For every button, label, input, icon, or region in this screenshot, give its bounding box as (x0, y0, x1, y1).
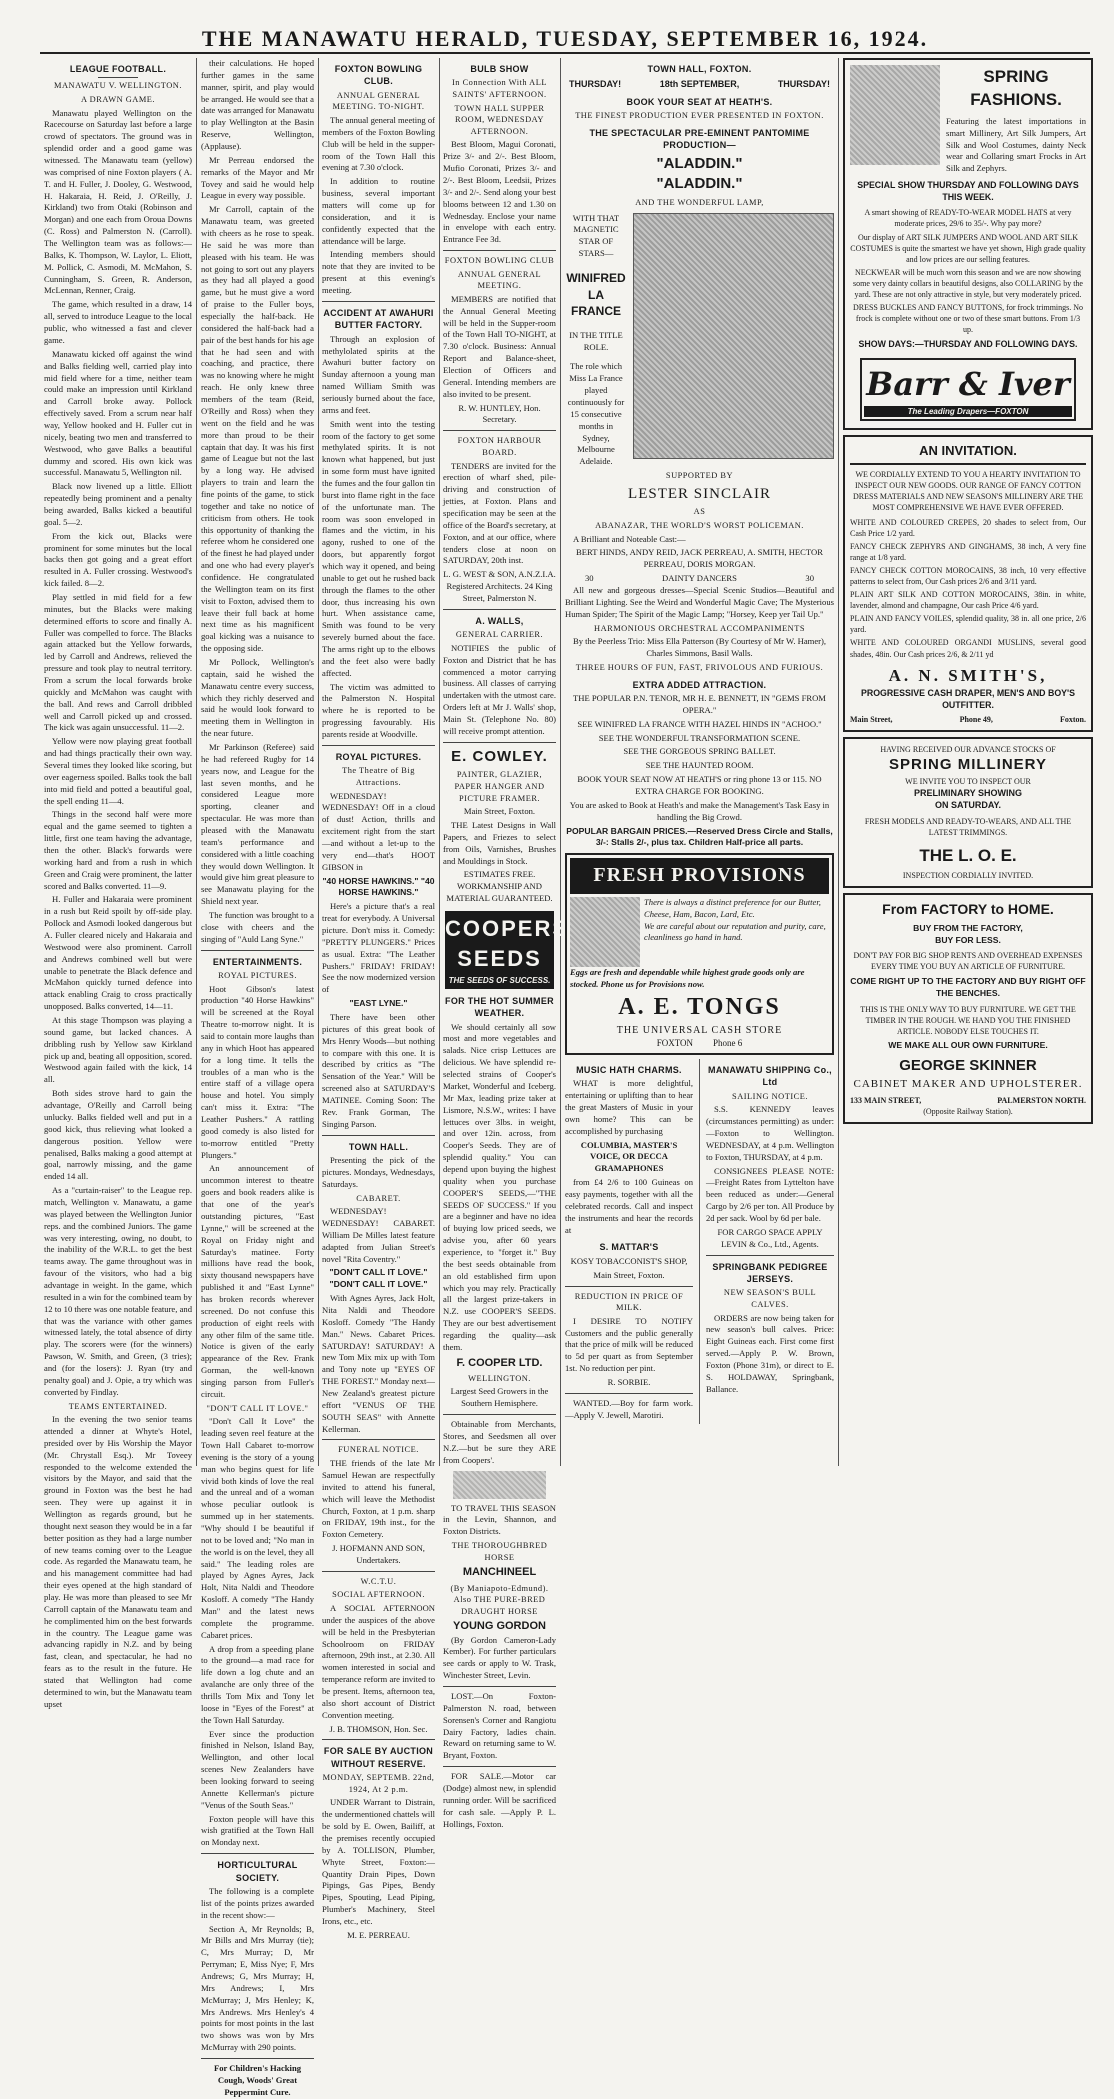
paragraph: SEE THE GORGEOUS SPRING BALLET. (623, 746, 776, 757)
headline: MANAWATU SHIPPING Co., Ltd (708, 1064, 832, 1088)
subhead: NEW SEASON'S BULL CALVES. (723, 1288, 817, 1309)
loe-advert (843, 737, 1093, 888)
advert-banner: FRESH PROVISIONS (570, 858, 829, 894)
divider (443, 742, 556, 743)
subhead: (By Maniapoto-Edmund). Also THE PURE-BRED DRAUGHT HORSE (450, 1583, 549, 1616)
headline: BOOK YOUR SEAT AT HEATH'S. (626, 96, 773, 107)
divider (322, 301, 435, 302)
headline: S. MATTAR'S (599, 1242, 659, 1253)
paragraph: Manawatu kicked off against the wind and Balks fielding well, carried play into mid field where for a time, neither team could make an impression until Kirkland and Carroll broke away. Pollock effectively saved. From a scrum near half way, Yellow hooked and H. Fuller cut in nicely, beating two men and transferred to Westwood, who gave Balks a beautiful dummy and scored. His own kick was successful. Manawatu 5, Wellington nil. (44, 348, 192, 478)
subhead: SUPPORTED BY (665, 471, 734, 481)
caption: We are careful about our reputation and purity, care, cleanliness go hand in hand. (644, 920, 826, 943)
subhead: TOWN HALL SUPPER ROOM, WEDNESDAY AFTERNOON. (454, 103, 545, 136)
advert-body (570, 897, 829, 967)
address: Main Street, Foxton. (463, 806, 536, 817)
subcolumn-left (565, 1059, 693, 1424)
paragraph: Black now livened up a little. Elliott repeatedly being prominent and a penalty being awarded, Balks kicked a beautiful goal. 5—2. (44, 481, 192, 527)
caption: COME RIGHT UP TO THE FACTORY AND BUY RIGHT OFF THE BENCHES. (850, 976, 1086, 999)
caption: ON SATURDAY. (934, 800, 1001, 811)
paragraph: Mr Parkinson (Referee) said he had refereed Rugby for 14 years now, and League for the last seven months, and he considered League more sporting, cleaner and spectacular. He was more than pleased with the Manawatu team's performance and considered with a little coaching they would down Wellington. It would give him great pleasure to see Manawatu playing for the Shield next year. (201, 741, 314, 907)
subhead: A DRAWN GAME. (81, 95, 155, 104)
advertiser-name: E. COWLEY. (451, 747, 548, 765)
subhead: AND THE WONDERFUL LAMP, (635, 198, 764, 207)
subhead: WELLINGTON. (468, 1373, 531, 1383)
phone: Phone 6 (713, 1038, 743, 1049)
star-name: LA (588, 287, 604, 302)
day-label: THURSDAY! (569, 79, 622, 90)
paragraph: PLAIN AND FANCY VOILES, splendid quality, 38 in. all one price, 2/6 yard. (850, 614, 1086, 635)
paragraph: Our display of ART SILK JUMPERS AND WOOL AND ART SILK COSTUMES is quite the smartest we have yet shown, High grade quality and low prices are our selling features. (850, 232, 1086, 264)
paragraph: COLUMBIA, MASTER'S VOICE, OR DECCA GRAMAPHONES (580, 1139, 678, 1174)
subhead: FUNERAL NOTICE. (338, 1445, 419, 1455)
paragraph: In addition to routine business, several important matters will come up for consideration, and it is confidently expected that the attendance will be large. (322, 176, 435, 246)
town: Foxton. (1059, 715, 1086, 725)
paragraph: From the kick out, Blacks were prominent for some minutes but the local backs then got going and a great effort resulted in A. Fuller crossing. Westwood's kick failed. 8—2. (44, 530, 192, 589)
coopers-seeds-logo (445, 911, 570, 989)
paragraph: WHITE AND COLOURED CREPES, 20 shades to select from, Our Cash Price 1/2 yard. (850, 518, 1086, 539)
caption: INSPECTION CORDIALLY INVITED. (902, 871, 1034, 881)
paragraph: Mr Perreau endorsed the remarks of the Mayor and Mr Tovey and said he would help League in every way possible. (201, 154, 314, 201)
paragraph: Smith went into the testing room of the factory to get some methylated spirits. It is not known what happened, but just in some form must have ignited the fumes and the four gallon tin burst into flame right in the face of the unfortunate man. The room was soon enveloped in flames and the victim, in his agony, rushed to one of the doors, but apparently forgot which way it opened, and being unable to get out he rushed back through the flames to the other door, thus increasing his own hurt. When assistance came, Smith was found to be very severely burned about the face. The arms right up to the elbows and the feet also were badly affected. (322, 418, 435, 678)
advert-footer: For Children's Hacking Cough, Woods' Great Peppermint Cure. (213, 2063, 302, 2097)
column-rule (838, 58, 839, 1466)
paragraph: In the evening the two senior teams attended a dinner at Whyte's Hotel, presided over by His Worship the Mayor (Mr. Chrystall Esq.). Mr Toveey responded to the welcome extended the visitors by the Mayor, and said that the ground in Foxton was the best he had seen. They were up against it in Wellington as regards ground, but he thought next season they would be in a far better position as they had a large number of new teams coming over to the League code. As regarded the Manawatu team, he and his management committee had had their eyes opened at the high standard of play. He was more than pleased to see Mr Carroll captain of the Manawatu team and he complimented him on the best forwards in the country. The League game was advancing rapidly in N.Z. and by being fast, clean, and spectacular, he had no fears as to the result in the future. He stated that Wellington had come determined to win, but the Manawatu team upset (44, 1414, 192, 1709)
paragraph: THE POPULAR P.N. TENOR, MR H. E. BENNETT, IN "GEMS FROM OPERA." (573, 692, 826, 715)
logo-script: Barr & Iver (866, 364, 1070, 403)
town: PALMERSTON NORTH. (997, 1096, 1086, 1106)
caption: HAVING RECEIVED OUR ADVANCE STOCKS OF (880, 745, 1056, 755)
column-6 (843, 58, 1093, 1466)
paragraph: We should certainly all sow most and more vegetables and salads. Nice crisp Lettuces are delicious. We have splendid re-selected strains of Cooper's Market, Wonderful and Iceberg. Mr Max, leading prize taker at Lismore, N.S.W., writes: I have lettuces over 3lbs. in weight, and over 12in. across, from Cooper's Seeds. They are of splendid quality." You can depend upon buying the highest quality when you purchase COOPER'S SEEDS,—"THE SEEDS OF SUCCESS." If you are a beginner and have no idea of buying low priced seeds, we advise you, after 60 years experience, to "forget it." Buy the best seeds obtainable from an old established firm upon which you may rely. Practically all the largest prize-takers in N.Z. use COOPER'S SEEDS. They are our best advertisement regarding the quality—ask them. (443, 1021, 556, 1352)
paragraph: TO TRAVEL THIS SEASON in the Levin, Shannon, and Foxton Districts. (443, 1502, 556, 1537)
star-text (565, 213, 627, 469)
headline: ROYAL PICTURES. (335, 751, 422, 762)
number: 30 (805, 573, 814, 584)
paragraph: FOR SALE.—Motor car (Dodge) almost new, in splendid running order. Will be sacrificed for cash sale. —Apply P. L. Hollings, Foxton. (443, 1771, 556, 1829)
paragraph: LOST.—On Foxton-Palmerston N. road, between Sorensen's Corner and Rangiotu Dairy Factory, ladies chain. Reward on returning same to W. Bryant, Foxton. (443, 1690, 556, 1761)
subhead: THE FINEST PRODUCTION EVER PRESENTED IN FOXTON. (575, 111, 824, 121)
caption: WE MAKE ALL OUR OWN FURNITURE. (888, 1040, 1048, 1051)
column-1 (44, 58, 192, 1709)
paragraph: FANCY CHECK ZEPHYRS AND GINGHAMS, 38 inch, A very fine range at 1/8 yard. (850, 542, 1086, 563)
subhead: SAILING NOTICE. (732, 1091, 808, 1101)
column-rule (699, 1059, 700, 1424)
subhead: FOXTON HARBOUR BOARD. (457, 436, 542, 457)
horse-name: MANCHINEEL (462, 1566, 537, 1579)
address: Main Street, Foxton. (593, 1269, 665, 1280)
caption: Featuring the latest importations in smart Millinery, Art Silk Jumpers, Art Silk and Wool Costumes, dainty Neck wear and Collaring smart Frocks in Art Silk and Zephyrs. (946, 115, 1086, 174)
paragraph: A smart showing of READY-TO-WEAR MODEL HATS at very moderate prices, 29/6 to 35/-. Why pay more? (864, 208, 1072, 229)
caption: (Opposite Railway Station). (923, 1107, 1013, 1117)
horse-name: YOUNG GORDON (453, 1620, 546, 1633)
subhead: In Connection With ALL SAINTS' AFTERNOON. (452, 78, 547, 99)
paragraph: KOSY TOBACCONIST'S SHOP, (570, 1255, 688, 1266)
subhead: AS (693, 507, 706, 517)
paragraph: (By Gordon Cameron-Lady Kember). For further particulars see cards or apply to W. Trask, Winchester Street, Levin. (443, 1634, 556, 1681)
subhead: FOXTON BOWLING CLUB (444, 256, 555, 266)
paragraph: ORDERS are now being taken for new season's bull calves. Price: Eight Guineas each. First come first served.—Apply P. W. Brown, Foxton (Phone 31m), or direct to E. S. HOLDAWAY, Springbank, Ballance. (706, 1312, 834, 1394)
dancers-row (585, 573, 814, 585)
feature-title: "DON'T CALL IT LOVE." "DON'T CALL IT LOVE." (329, 1267, 428, 1290)
paragraph: H. Fuller and Hakaraia were prominent in a rush but Reid spoilt by off-side play. Pollock and Asmodi looked dangerous but A. Fuller cleared nicely and Hakaraia and Westwood were also prominent. Carroll and Andrews combined well but were unable to penetrate the Black defence and McMahon quickly turned defence into attack enabling Craig to cross practically unopposed. Balks converted, 14—11. (44, 894, 192, 1012)
paragraph: CONSIGNEES PLEASE NOTE:—Freight Rates from Lyttelton have been reduced as under:—General Cargo by 2/6 per ton. All Produce by 2d per sack. Wool by 6d per bale. (706, 1165, 834, 1223)
town: FOXTON (656, 1038, 694, 1049)
paragraph: SEE THE HAUNTED ROOM. (645, 760, 754, 771)
paragraph: Hoot Gibson's latest production "40 Horse Hawkins" will be screened at the Royal Theatre to-morrow night. It is said to contain more laughs than any in which Hoot has appeared for a long time. It tells the troubles of a man who is the entire staff of a village opera house and hotel. You simply can't miss it. Extra: "The Leather Pushers." A rattling good comedy is also listed for to-morrow entitled "Pretty Plungers." (201, 983, 314, 1160)
headline: SHOW DAYS:—THURSDAY AND FOLLOWING DAYS. (858, 338, 1078, 349)
divider (443, 1766, 556, 1767)
paragraph: WHAT is more delightful, entertaining or uplifting than to hear the great Masters of Music in your own home? This can be accomplished by purchasing (565, 1078, 693, 1136)
headline: MUSIC HATH CHARMS. (576, 1064, 682, 1075)
headline: SPECIAL SHOW THURSDAY AND FOLLOWING DAYS THIS WEEK. (857, 180, 1079, 203)
paragraph: FANCY CHECK COTTON MOROCAINS, 38 inch, 10 very effective patterns to select from, Our Cash prices 2/6 and 3/11 yard. (850, 566, 1086, 587)
divider (201, 1853, 314, 1854)
headline: FOR SALE BY AUCTION WITHOUT RESERVE. (323, 1746, 434, 1769)
logo-text: SEEDS (457, 946, 542, 972)
column-4 (443, 58, 570, 1829)
divider (706, 1255, 834, 1256)
paragraph: The following is a complete list of the points prizes awarded in the recent show:— (201, 1886, 314, 1920)
headline: BULB SHOW (470, 64, 529, 74)
advert-text (644, 897, 829, 967)
caption: There is always a distinct preference for our Butter, Cheese, Ham, Bacon, Lard, Etc. (644, 896, 821, 919)
show-title: "ALADDIN." (656, 154, 743, 172)
bottom-two-columns (565, 1059, 834, 1424)
divider (322, 1571, 435, 1572)
logo-tagline: THE SEEDS OF SUCCESS. (448, 975, 551, 985)
caption: IN THE TITLE ROLE. (569, 329, 623, 352)
paragraph: SEE WINIFRED LA FRANCE WITH HAZEL HINDS IN "ACHOO." (577, 718, 822, 729)
day-label: THURSDAY! (777, 79, 830, 90)
column-3 (322, 58, 435, 1940)
headline: EXTRA ADDED ATTRACTION. (632, 679, 767, 690)
paragraph: Yellow were now playing great football and had things practically their own way. Several times they looked like scoring, but over eagerness spoiled. Balks took the ball into mid field and potted a beautiful goal, the spell ending 11—4. (44, 736, 192, 806)
paragraph: DRESS BUCKLES AND FANCY BUTTONS, for frock trimmings. No frock is complete without one or two of these smart buttons. From 1/3 up. (852, 302, 1084, 334)
subhead: THREE HOURS OF FUN, FAST, FRIVOLOUS AND FURIOUS. (575, 662, 824, 672)
actor-name: LESTER SINCLAIR (628, 485, 771, 502)
skinner-advert (843, 893, 1093, 1124)
star-section (565, 213, 834, 469)
paragraph: Obtainable from Merchants, Stores, and Seedsmen all over N.Z.—but be sure they ARE from Coopers'. (443, 1419, 556, 1465)
advert-title: FASHIONS. (970, 90, 1062, 110)
advert-title: From FACTORY to HOME. (882, 901, 1054, 918)
star-photo (633, 213, 834, 459)
advertiser-name: THE L. O. E. (919, 845, 1017, 865)
advert-title: AN INVITATION. (850, 442, 1086, 465)
signature: J. B. THOMSON, Hon. Sec. (329, 1723, 428, 1734)
paragraph: MEMBERS are notified that the Annual General Meeting will be held in the Supper-room of the Town Hall TO-NIGHT, at 7.30 o'clock. Business: Annual Report and Balance-sheet, Election of Officers and General. Intending members are also invited to be present. (443, 293, 556, 399)
paragraph: Section A, Mr Reynolds; B, Mr Bills and Mrs Murray (tie); C, Mrs Murray; D, Mr Perryman; E, Miss Nye; F, Mrs Andrews; G, Mrs Murray; H, Mrs Andrews; I, Mrs McMurray; J, Mrs Henley; K, Mrs Andrews. Mrs Henley's 4 points for most points in the last two shows was won by Mrs McMurray with 290 points. (201, 1923, 314, 2053)
location-row (570, 1037, 829, 1049)
caption: THIS IS THE ONLY WAY TO BUY FURNITURE. WE GET THE TIMBER IN THE ROUGH. WE HAND YOU THE FINISHED ARTICLE. NOBODY ELSE TOUCHES IT. (860, 1005, 1076, 1037)
phone: Phone 49, (959, 715, 993, 725)
tongs-advert (565, 853, 834, 1055)
divider (443, 609, 556, 610)
caption: FRESH MODELS AND READY-TO-WEARS, AND ALL THE LATEST TRIMMINGS. (864, 816, 1072, 837)
subhead: ROYAL PICTURES. (218, 971, 297, 980)
paragraph: The annual general meeting of members of the Foxton Bowling Club will be held in the supper-room of the Town Hall this evening at 7.30 o'clock. (322, 115, 435, 173)
paragraph: WANTED.—Boy for farm work. —Apply V. Jewell, Marotiri. (565, 1397, 693, 1420)
paragraph: BERT HINDS, ANDY REID, JACK PERREAU, A. SMITH, HECTOR PERREAU, DORIS MORGAN. (576, 547, 823, 570)
paragraph: Here's a picture that's a real treat for everybody. A Universal picture. Don't miss it. Comedy: "PRETTY PLUNGERS." Prices as usual. Extra: "The Leather Pushers." FRIDAY! FRIDAY! See the now modernized version of (322, 901, 435, 995)
caption: BUY FROM THE FACTORY, (913, 922, 1023, 933)
star-name: WINIFRED (566, 271, 626, 286)
advertiser-name: A. N. SMITH'S, (888, 665, 1048, 685)
paragraph: Foxton people will have this wish gratified at the Town Hall on Monday next. (201, 1813, 314, 1848)
logo-tagline: The Leading Drapers—FOXTON (864, 406, 1072, 417)
paragraph: At this stage Thompson was playing a sound game, but lacked chances. A dribbling rush by Yellow saw Kirkland pick up and, beating all opposition, scored. Westwood again failed with the kick, 14 all. (44, 1015, 192, 1085)
paragraph: Best Bloom, Magui Coronati, Prize 3/- and 2/-. Best Bloom, Mufio Coronati, Prizes 3/- and 2/-. Best Bloom, Leedsii, Prizes 3/- and 2/-. Send along your best blooms between 12 and 1.30 on Wednesday. Enclose your name in envelope with each entry. Entrance Fee 3d. (443, 139, 556, 245)
barr-iver-logo (860, 358, 1076, 421)
paragraph: Intending members should note that they are invited to be present at this evening's meeting. (322, 249, 435, 296)
paragraph: A drop from a speeding plane to the ground—a mad race for life down a log chute and an avalanche are only three of the thrills Tom Mix and Tony let loose in "Eyes of the Forest" at the Town Hall Saturday. (201, 1643, 314, 1725)
headline: A. WALLS, (475, 615, 524, 626)
subhead: ANNUAL GENERAL MEETING. TO-NIGHT. (332, 90, 425, 112)
paragraph: The victim was admitted to the Palmerston N. Hospital where he is reported to be progressing favourably. His parents reside at Woodville. (322, 681, 435, 740)
caption: The role which Miss La France played continuously for 15 consecutive months in Sydney, Melbourne Adelaide. (567, 361, 625, 467)
ansmith-advert (843, 435, 1093, 732)
caption: DAINTY DANCERS (662, 573, 737, 584)
caption: PROGRESSIVE CASH DRAPER, MEN'S AND BOY'S OUTFITTER. (860, 688, 1076, 711)
paragraph: THE Latest Designs in Wall Papers, and Friezes to select from Oils, Varnishes, Brushes and Mouldings in Stock. (443, 820, 556, 866)
masthead-rule (40, 52, 1090, 54)
paragraph: Ever since the production finished in Nelson, Island Bay, Wellington, and other local scenes New Zealanders have been looking forward to seeing Annette Kellerman's picture "Venus of the South Seas." (201, 1728, 314, 1810)
paragraph: You are asked to Book at Heath's and make the Management's Task Easy in handling the Big Crowd. (569, 799, 830, 822)
divider (201, 2058, 314, 2059)
paragraph: All new and gorgeous dresses—Special Scenic Studios—Beautiful and Brilliant Lighting. See the Weird and Wonderful Magic Cave; The Mysterious Human Spider; The Spirit of the Magic Lamp; "Horsey, Keep yer Tail Up." (565, 585, 834, 619)
paragraph: The game, which resulted in a draw, 14 all, served to introduce League to the local public, who witnessed a fast and clever game. (44, 299, 192, 345)
paragraph: Mr Pollock, Wellington's captain, said he wished the Manawatu centre every success, which they richly deserved and said he would look forward to meeting them in Wellington in the near future. (201, 656, 314, 739)
column-rule (318, 58, 319, 1466)
show-title: "ALADDIN." (656, 175, 743, 193)
signature: L. G. WEST & SON, A.N.Z.I.A. Registered Architects. 24 King Street, Palmerston N. (443, 569, 556, 603)
divider (565, 1393, 693, 1394)
headline: THE SPECTACULAR PRE-EMINENT PANTOMIME PRODUCTION— (589, 127, 810, 151)
paragraph: WEDNESDAY! WEDNESDAY! CABARET. William De Milles latest feature adapted from Julian Street's novel "Rita Coventry." (322, 1206, 435, 1264)
headline: TOWN HALL, FOXTON. (647, 64, 752, 74)
paragraph: UNDER Warrant to Distrain, the undermentioned chattels will be sold by E. Owen, Bailiff, at the premises recently occupied by A. TOLLISON, Plumber, Whyte Street, Foxton:—Quantity Drain Pipes, Down Pipings, Gas Pipes, Bendy Pipes, Spouting, Lead Piping, Plumber's Machinery, Steel Irons, etc., etc. (322, 1797, 435, 1927)
column-rule (439, 58, 440, 1466)
caption: BUY FOR LESS. (935, 934, 1001, 945)
paragraph: Largest Seed Growers in the Southern Hemisphere. (450, 1386, 549, 1409)
fashion-illustration (850, 65, 940, 165)
advertiser-name: GEORGE SKINNER (899, 1057, 1037, 1075)
caption: Eggs are fresh and dependable while highest grade goods only are stocked. Phone us for Provisions now. (570, 966, 805, 989)
paragraph: S.S. KENNEDY leaves (circumstances permitting) as under:—Foxton to Wellington. WEDNESDAY, at 4 p.m. Wellington to Foxton, THURSDAY, at 4 p.m. (706, 1104, 834, 1162)
subhead: CABARET. (356, 1193, 401, 1203)
subhead: The Theatre of Big Attractions. (342, 766, 415, 787)
paragraph: The function was brought to a close with cheers and the singing of "Auld Lang Syne." (201, 910, 314, 944)
paragraph: A Brilliant and Noteable Cast:— (573, 533, 686, 544)
logo-text: COOPERS (445, 916, 570, 942)
prices: POPULAR BARGAIN PRICES.—Reserved Dress Circle and Stalls, 3/-: Stalls 2/-, plus tax. Children Half-price all parts. (566, 825, 833, 848)
signature: R. SORBIE. (607, 1377, 651, 1388)
column-5 (565, 58, 834, 1466)
paragraph: As a "curtain-raiser" to the League rep. match, Wellington v. Manawatu, a game was played between the Wellington Junior reps. and the combined Juniors. The game was very interesting, owing, no doubt, to the inability of the W.R.L. to get the best teams away. The game throughout was in favour of the visitors, who had a big advantage in weight. In the game, which resulted in a win for the combined team by 12 to 10 there was one notable feature, and that was the variance with other games witnessed lately, the total absence of dirty play. The scorers were (for the winners) Pawson, W. Smith, and Green, (3 tries); and (for the losers): J. Ryan (try and penalty goal) and J. Opie, a try which was converted by Findlay. (44, 1185, 192, 1397)
location-row (850, 1095, 1086, 1106)
headline: LEAGUE FOOTBALL. (69, 64, 167, 74)
paragraph: Mr Carroll, captain of the Manawatu team, was greeted with cheers as he rose to speak. He said he was more than pleased with his team. He was not going to sort out any players as they had all played a good game, but he must give a word of praise to the Fuller boys, especially the half-back. He considered the half-back had a pair of the best hands for his age that he had seen and with coaching, and practice, there was no knowing where he might reach. He only knew three members of the team (Reid, O'Reilly and Ross) when they went on the field and he was more than proud to be their captain that day. It was his first game of League but not the last by a long way. He advised players to train and learn the fine points of the game, to stick together and take no notice of criticism from others. He took this opportunity of thanking the referee whom he considered one of the finest he had played under and one who had every player's confidence. He congratulated the Wellington team on its first visit to Foxton, advised them to leave their full back at home next time as his magnificent goal kicking was a nuisance to the opposing side. (201, 204, 314, 654)
paragraph: PLAIN ART SILK AND COTTON MOROCAINS, 38in. in white, lavender, almond and champagne, Our cash Price 4/6 yard. (850, 590, 1086, 611)
column-2 (201, 58, 314, 2097)
divider (443, 430, 556, 431)
paragraph: WHITE AND COLOURED ORGANDI MUSLINS, several good shades, 48in. Our Cash prices 2/6, & 2/11 yd (850, 638, 1086, 659)
divider (322, 1135, 435, 1136)
divider (565, 1286, 693, 1287)
signature: R. W. HUNTLEY, Hon. Secretary. (458, 402, 541, 425)
address: 133 MAIN STREET, (850, 1096, 922, 1106)
signature: M. E. PERREAU. (347, 1929, 410, 1940)
paragraph: ESTIMATES FREE. WORKMANSHIP AND MATERIAL GUARANTEED. (446, 869, 553, 904)
divider (322, 1439, 435, 1440)
caption: CABINET MAKER AND UPHOLSTERER. (853, 1077, 1083, 1090)
paragraph: "Don't Call It Love" the leading seven reel feature at the Town Hall Cabaret to-morrow evening is the story of a young man who begins quest for life vivid both kinds of love the real and the unreal and of a woman whose peculiar outlook is summed up in her statements. "Why should I be beautiful if not to be loved and; "No man in the world is on the level, they all said." The leading roles are played by Agnes Ayres, Jack Holt, Nita Naldi and Theodore Kosloff. A comedy "The Handy Man" and the latest news complete the programme. Cabaret prices. (201, 1416, 314, 1640)
subhead: TEAMS ENTERTAINED. (68, 1401, 168, 1411)
divider (322, 1739, 435, 1740)
paragraph: Manawatu played Wellington on the Racecourse on Saturday last before a large crowd of spectators. The ground was in splendid order and a good game was witnessed. The Manawatu team (yellow) was comprised of nine Foxton players ( A. T. and H. Fuller, J. Dooley, G. Westwood, H. Hakaraia, H. Reid, J. O'Reilly, J. Kirkland) two from Otaki (Robinson and Morgan) and one each from Oroua Downs (C. Ross) and Palmerston N. (Carroll). The Wellington team was as follows:—Balks, K. Thompson, W. Laylor, L. Eliott, M. Pollick, C. Asmodi, M. McMahon, S. Cunningham, S. Green, R. Anderson, McLennan, Renner, Craig. (44, 107, 192, 296)
headline: TOWN HALL. (348, 1141, 409, 1152)
headline: ACCIDENT AT AWAHURI BUTTER FACTORY. (323, 307, 434, 331)
barr-iver-advert (843, 58, 1093, 430)
caption: THE UNIVERSAL CASH STORE (616, 1024, 783, 1036)
column-rule (560, 58, 561, 1466)
divider (322, 745, 435, 746)
paragraph: BOOK YOUR SEAT NOW AT HEATH'S or ring phone 13 or 115. NO EXTRA CHARGE FOR BOOKING. (577, 774, 822, 796)
paragraph: An announcement of uncommon interest to theatre goers and book readers alike is that one of the year's outstanding pictures, "East Lynne," will be screened at the Royal on Friday night and Saturday's matinee. Forty millions have read the book, sixty thousand newspapers have published it and "East Lynne" has broken records wherever screened. Do not confuse this production of eight reels with any other film of the same title. Notice is given of the early appearance of the Rev. Frank Gorman, the well-known singing parson from Fuller's circuit. (201, 1163, 314, 1399)
divider (201, 950, 314, 951)
caption: DON'T PAY FOR BIG SHOP RENTS AND OVERHEAD EXPENSES EVERY TIME YOU BUY AN ARTICLE OF FURNITURE. (853, 951, 1083, 972)
paragraph: TENDERS are invited for the erection of wharf shed, pile-driving and construction of jetties, at Foxton. Plans and specification may be seen at the office of the Board's secretary, at Foxton, and at our office, where tenders close at noon on SATURDAY, 20th inst. (443, 460, 556, 566)
headline: HORTICULTURAL SOCIETY. (217, 1860, 298, 1883)
subhead: MONDAY, SEPTEMB. 22nd, 1924, At 2 p.m. (322, 1773, 435, 1794)
masthead: THE MANAWATU HERALD, TUESDAY, SEPTEMBER 16, 1924. (201, 26, 929, 51)
headline: FOR THE HOT SUMMER WEATHER. (445, 995, 554, 1019)
paragraph: their calculations. He hoped further games in the same manner, spirit, and play would be arranged. He would see that a date was arranged for Manawatu to play Wellington at the Basin Reserve, Wellington, (Applause). (201, 58, 314, 152)
headline: ENTERTAINMENTS. (212, 956, 303, 967)
feature-title: "40 HORSE HAWKINS." "40 HORSE HAWKINS." (322, 875, 435, 898)
paragraph: WE CORDIALLY EXTEND TO YOU A HEARTY INVITATION TO INSPECT OUR NEW GOODS. OUR RANGE OF FANCY COTTON DRESS MATERIALS AND NEW SEASON'S MILLINERY ARE THE MOST COMPREHENSIVE WE HAVE EVER OFFERED. (853, 470, 1083, 513)
date-row (569, 78, 830, 90)
paragraph: Through an explosion of methylolated spirits at the Awahuri butter factory on Sunday afternoon a young man named William Smith was seriously burned about the face, arms and feet. (322, 333, 435, 415)
paragraph: A SOCIAL AFTERNOON under the auspices of the above will be held in the Presbyterian Schoolroom on FRIDAY afternoon, 29th inst., at 2.30. All women interested in social and temperance reform are invited to be present. Items, afternoon tea, also short account of District Convention meeting. (322, 1603, 435, 1720)
paragraph: from £4 2/6 to 100 Guineas on easy payments, together with all the celebrated records. Call and inspect the instruments and hear the records at (565, 1177, 693, 1235)
paragraph: With Agnes Ayres, Jack Holt, Nita Naldi and Theodore Kosloff. Comedy "The Handy Man." News. Cabaret Prices. SATURDAY! SATURDAY! A new Tom Mix mix up with Tom and Tony note up "EYES OF THE FOREST." Monday next—New Zealand's greatest picture effort "VENUS OF THE SOUTH SEAS" with Annette Kellerman. (322, 1293, 435, 1434)
advert-title: SPRING (983, 67, 1049, 86)
star-name: FRANCE (571, 304, 621, 319)
fashion-header (850, 65, 1086, 175)
feature-title: "EAST LYNE." (349, 998, 408, 1009)
provisions-image (570, 897, 640, 967)
caption: PRELIMINARY SHOWING (913, 788, 1022, 799)
paragraph: WEDNESDAY! WEDNESDAY! Off in a cloud of dust! Action, thrills and excitement right from the start—and without a let-up to the very end—that's HOOT GIBSON in (322, 790, 435, 872)
date-label: 18th SEPTEMBER, (659, 79, 740, 90)
paragraph: By the Peerless Trio: Miss Ella Patterson (By Courtesy of Mr W. Hamer), Charles Simmons, Basil Walls. (572, 636, 827, 659)
paragraph: I DESIRE TO NOTIFY Customers and the public generally that the price of milk will be reduced to 5d per quart as from September 1st. No reduction per pint. (565, 1315, 693, 1374)
subhead: THE THOROUGHBRED HORSE (451, 1541, 548, 1562)
address: Main Street, (850, 715, 893, 725)
paragraph: Play settled in mid field for a few minutes, but the Blacks were making determined efforts to score and finally A. Fuller was compelled to force. The Blacks again attacked but the Yellow forwards, led by Carroll and Andrews, relieved the pressure and took play to neutral territory. From a scrum the local forwards broke quickly and McMahon was caught with the ball. And rews and Carroll dribbled well and Carroll picked up and crossed. The kick was again unsuccessful. 11—2. (44, 591, 192, 733)
location-row (850, 714, 1086, 725)
divider (98, 77, 138, 78)
subhead: W.C.T.U. (360, 1576, 397, 1586)
subhead: ABANAZAR, THE WORLD'S WORST POLICEMAN. (595, 521, 804, 530)
paragraph: Presenting the pick of the pictures. Mondays, Wednesdays, Saturdays. (322, 1154, 435, 1189)
paragraph: FOR CARGO SPACE APPLY LEVIN & Co., Ltd., Agents. (717, 1226, 823, 1249)
subcolumn-right (706, 1059, 834, 1424)
signature: J. HOFMANN AND SON, Undertakers. (332, 1543, 425, 1565)
paragraph: SEE THE WONDERFUL TRANSFORMATION SCENE. (598, 732, 801, 743)
subhead: MANAWATU V. WELLINGTON. (54, 81, 182, 91)
divider (443, 250, 556, 251)
subhead: GENERAL CARRIER. (455, 630, 544, 640)
subhead: REDUCTION IN PRICE OF MILK. (574, 1291, 684, 1313)
caption: WITH THAT MAGNETIC STAR OF STARS— (572, 212, 620, 259)
column-rule (196, 58, 197, 1466)
subhead: ANNUAL GENERAL MEETING. (457, 269, 542, 291)
subhead: PAINTER, GLAZIER, PAPER HANGER AND PICTURE FRAMER. (454, 770, 545, 803)
subhead: "DON'T CALL IT LOVE." (206, 1403, 309, 1413)
headline: SPRINGBANK PEDIGREE JERSEYS. (712, 1261, 828, 1284)
number: 30 (585, 573, 594, 584)
advert-title: SPRING MILLINERY (889, 756, 1047, 774)
advertiser-name: F. COOPER LTD. (456, 1356, 543, 1369)
advertiser-name: A. E. TONGS (618, 993, 781, 1020)
caption: WE INVITE YOU TO INSPECT OUR (905, 777, 1031, 786)
paragraph: THE friends of the late Mr Samuel Hewan are respectfully invited to attend his funeral, which will leave the Methodist Church, Foxton, at 1 p.m. sharp on FRIDAY, 19th inst., for the Foxton Cemetery. (322, 1458, 435, 1540)
paragraph: NECKWEAR will be much worn this season and we are now showing some very dainty collars in beautiful designs, also COLLARING by the yard. These are not only attractive in style, but very moderately priced. (853, 267, 1083, 299)
paragraph: NOTIFIES the public of Foxton and District that he has commenced a motor carrying business. All classes of carrying undertaken with the utmost care. Orders left at Mr J. Walls' shop, Main St. (Telephone No. 80) will receive prompt attention. (443, 642, 556, 736)
horse-image (453, 1471, 546, 1499)
divider (443, 1686, 556, 1687)
subhead: HARMONIOUS ORCHESTRAL ACCOMPANIMENTS (594, 623, 805, 633)
fashion-text (946, 65, 1086, 175)
paragraph: Things in the second half were more equal and the game seemed to tighten a little, first one team having the advantage, then the other. Black's forwards were working hard and from a rush in which Green and Craig were prominent, the latter scored and Balks converted. 11—9. (44, 809, 192, 891)
divider (443, 1414, 556, 1415)
paragraph: Both sides strove hard to gain the advantage, O'Reilly and Carroll being unlucky. Balks fielded well and put in a good kick, thus relieving what looked a dangerous position. Yellow were penalised, Balks making a good attempt at goal, narrowly missing, and the game ended 14 all. (44, 1088, 192, 1182)
subhead: SOCIAL AFTERNOON. (332, 1590, 425, 1600)
paragraph: There have been other pictures of this great book of Mrs Henry Woods—but nothing to compare with this one. It is described by critics as "The Sensation of the Year." Will be screened also at SATURDAY'S MATINEE. Coming Soon: The Rev. Frank Gorman, The Singing Parson. (322, 1011, 435, 1129)
headline: FOXTON BOWLING CLUB. (334, 64, 423, 87)
